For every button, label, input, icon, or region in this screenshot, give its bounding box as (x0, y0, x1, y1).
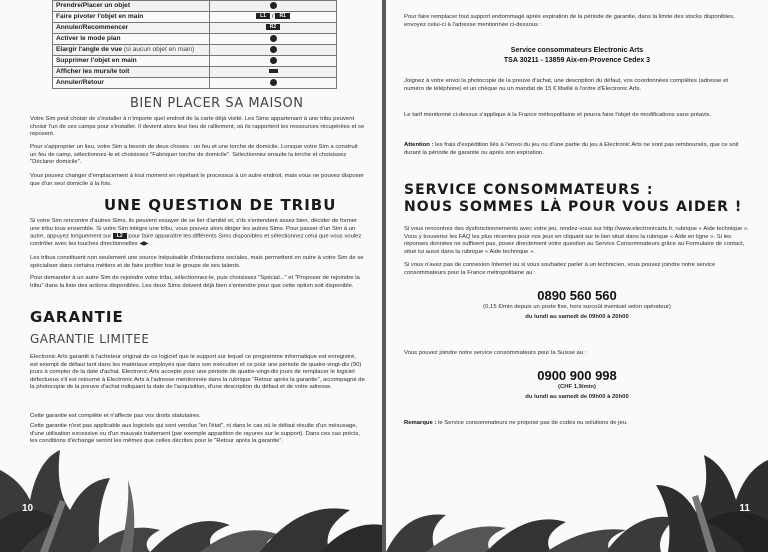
paragraph: Vous pouvez joindre notre service consommateurs pour la Suisse au : (404, 350, 587, 356)
paragraph: Cette garantie n'est pas applicable aux logiciels qui sont vendus "en l'état", ni dans le cas où le défaut résulte d'un mésusage, d'une utilisation excessive ou d'un mauvais traitement (par exemple apparition de rayures sur le support). Dans ces cas précis, les conditions d'échange seront les mêmes que celles décrites pour le "Retour après la garantie". (30, 423, 360, 445)
control-button (210, 78, 337, 89)
paragraph-text: pour faire apparaître les différents Sims disponibles et sélectionnez celui que vous voulez contrôler avec les touches directionnelles (30, 233, 362, 248)
control-button (210, 34, 337, 45)
paragraph: Joignez à votre envoi la photocopie de la preuve d'achat, une description du défaut, vos coordonnées complètes (adresse et numéro de téléphone) et un chèque ou un mandat de 15 € libellé à l'ordre d'Electronic Arts. (404, 78, 729, 92)
paragraph-remarque (404, 420, 749, 428)
foliage-illustration (386, 440, 768, 552)
attention-label: Attention : (404, 142, 434, 148)
paragraph: Le tarif mentionné ci-dessus s'applique à la France métropolitaine et pourra faire l'objet de modifications sans préavis. (404, 112, 712, 118)
control-action: Elargir l'angle de vue (56, 46, 123, 53)
control-label (53, 23, 210, 34)
address-line: Service consommateurs Electronic Arts (510, 47, 644, 54)
paragraph: Si vous rencontrez des dysfonctionnements avec votre jeu, rendez-vous sur http://www.electronicarts.fr, rubrique « Aide technique ». Vous y trouverez les FAQ les plus récentes pour nos jeux en cliquant sur le lien situé dans la rubrique « Aide en ligne ». Si les réponses données ne suffisent pas, posez directement votre question au Service Consommateurs grâce au Formulaire de contact, situé lui aussi dans la rubrique « Aide technique ». (404, 226, 749, 255)
paragraph-tribu: Si votre Sim rencontre d'autres Sims, ils peuvent essayer de se lier d'amitié et, s'ils s'entendent assez bien, décider de former une tribu tous ensemble. Si votre Sim intègre une tribu, vous pouvez alors diriger les autres Sims. Pour passer d'un Sim à un autre, appuyez longuement sur L2 pour faire apparaître les différents Sims disponibles et sélectionnez celui que vous voulez contrôler avec les touches directionnelles ◀▶. (30, 218, 362, 248)
paragraph: Votre Sim peut choisir de s'installer à n'importe quel endroit de la carte déjà visité. Les Sims appartenant à une tribu peuvent choisir l'un de ces camps pour s'installer. Il devient alors leur lieu de ralliement, où ils rapportent les ressources récupérées et se reposent. (30, 116, 365, 138)
circle-button-icon (270, 79, 277, 86)
control-action: Activer le mode plan (56, 35, 121, 42)
address-block (386, 46, 768, 66)
controls-row (53, 34, 337, 45)
circle-button-icon (270, 35, 277, 42)
control-label (53, 56, 210, 67)
controls-table (52, 0, 337, 89)
l2-button-icon: L2 (113, 233, 127, 239)
select-button-icon (269, 69, 278, 73)
page-number: 11 (739, 503, 750, 514)
circle-button-icon (270, 2, 277, 9)
control-button (210, 23, 337, 34)
controls-row (53, 78, 337, 89)
heading-line: SERVICE CONSOMMATEURS : (404, 182, 654, 198)
control-label (53, 78, 210, 89)
paragraph: Cette garantie est complète et n'affecte pas vos droits statutaires. (30, 413, 201, 419)
paragraph: Si vous n'avez pas de connexion Internet ou si vous souhaitez parler à un technicien, vous pouvez joindre notre service consommateurs pour la France métropolitaine au : (404, 262, 716, 276)
arrows-icon: ◀▶ (139, 241, 149, 248)
left-page (0, 0, 382, 552)
paragraph: Pour demander à un autre Sim de rejoindre votre tribu, sélectionnez-le, puis choisissez "Spécial..." et "Proposer de rejoindre la tribu" dans la liste des actions disponibles. Les deux Sims doivent déjà bien s'entendre pour que cette option soit disponible. (30, 275, 360, 289)
controls-row (53, 23, 337, 34)
control-label (53, 1, 210, 12)
control-action: Supprimer l'objet en main (56, 57, 137, 64)
controls-row (53, 56, 337, 67)
phone-suisse-hours: du lundi au samedi de 09h00 à 20h00 (525, 394, 629, 400)
right-page (386, 0, 768, 552)
heading-garantie: GARANTIE (30, 308, 124, 326)
controls-row (53, 1, 337, 12)
control-action: Annuler/Retour (56, 79, 104, 86)
heading-service (404, 182, 742, 216)
control-label (53, 45, 210, 56)
paragraph: Pour s'approprier un lieu, votre Sim a besoin de deux choses : un feu et une torche de domicile. Lorsque votre Sim a construit un feu de camp, sélectionnez-le et choisissez "Fabriquer torche de domicile". Sélectionnez ensuite la torche et choisissez "Déclarer domicile". (30, 144, 358, 166)
r2-button-icon: R2 (266, 24, 280, 30)
control-action: Prendre/Placer un objet (56, 2, 131, 9)
paragraph-attention (404, 142, 749, 157)
paragraph: Electronic Arts garantit à l'acheteur original de ce logiciel que le support sur lequel ce programme informatique est enregistré, est exempt de défaut tant dans les matériaux employés que dans son exécution et ce pour une période de quatre-vingt-dix (90) jours à compter de la date d'achat. Electronic Arts accepte pour une période de quatre-vingt-dix jours de remplacer le logiciel défectueux s'il est retourné à Electronic Arts à l'adresse mentionnée dans la rubrique "Retour après la garantie", accompagné de la photocopie de la preuve d'achat indiquant la date de l'acquisition, d'une description du défaut et de votre adresse. (30, 354, 365, 391)
remarque-label: Remarque : (404, 420, 437, 426)
control-label (53, 34, 210, 45)
control-action: Annuler/Recommencer (56, 24, 129, 31)
phone-france-hours: du lundi au samedi de 09h00 à 20h00 (525, 314, 629, 320)
paragraph-text: le Service consommateurs ne propose pas de codes ou solutions de jeu. (438, 420, 628, 426)
paragraph: Les tribus constituent non seulement une source inépuisable d'interactions sociales, mais permettent en outre à votre Sim de se spécialiser dans certains métiers et de faire profiter tout le groupe de ses talents. (30, 255, 364, 269)
circle-button-icon (270, 57, 277, 64)
control-hint: (si aucun objet en main) (123, 46, 195, 53)
phone-france-note: (0,15 €/min depuis un poste fixe, hors surcoût éventuel selon opérateur) (483, 304, 671, 310)
phone-suisse-note: (CHF 1,9/min) (558, 384, 596, 390)
heading-tribu: UNE QUESTION DE TRIBU (104, 196, 337, 214)
phone-suisse: 0900 900 998 (537, 368, 617, 383)
paragraph-text: Si votre Sim rencontre d'autres Sims, ils peuvent essayer de se lier d'amitié et, s'ils s'entendent assez bien, décider de former une tribu tous ensemble. Si votre Sim intègre une tribu, vous pouvez alors diriger les autres Sims. Pour passer d'un Sim à un autre, appuyez longuement sur (30, 218, 357, 240)
control-action: Faire pivoter l'objet en main (56, 13, 144, 20)
control-label (53, 67, 210, 78)
circle-button-icon (270, 46, 277, 53)
heading-line: NOUS SOMMES LÀ POUR VOUS AIDER ! (404, 199, 743, 215)
control-label (53, 12, 210, 23)
phone-france: 0890 560 560 (537, 288, 617, 303)
controls-row (53, 45, 337, 56)
paragraph: Vous pouvez changer d'emplacement à tout moment en répétant le processus à un autre endroit, mais vous ne pouvez disposer que d'un seul domicile à la fois. (30, 173, 364, 187)
l1-button-icon: L1 (256, 13, 270, 19)
foliage-illustration (0, 440, 382, 552)
r1-button-icon: R1 (275, 13, 289, 19)
heading-garantie-limitee: GARANTIE LIMITEE (30, 332, 150, 346)
controls-row (53, 12, 337, 23)
address-line: TSA 30211 - 13859 Aix-en-Provence Cedex 3 (503, 57, 651, 64)
control-button (210, 56, 337, 67)
control-button (210, 1, 337, 12)
paragraph-text: les frais d'expédition liés à l'envoi du jeu ou d'une partie du jeu à Electronic Arts ne sont pas remboursés, que ce soit durant la période de garantie ou après son expiration. (404, 142, 739, 156)
control-button: L1 / R1 (210, 12, 337, 23)
control-action: Afficher les murs/le toit (56, 68, 130, 75)
paragraph: Pour faire remplacer tout support endommagé après expiration de la période de garantie, dans la limite des stocks disponibles, envoyez celui-ci à l'adresse mentionnée ci-dessous : (404, 14, 735, 28)
control-button (210, 45, 337, 56)
heading-bien-placer: BIEN PLACER SA MAISON (130, 96, 304, 111)
control-button (210, 67, 337, 78)
page-number: 10 (22, 503, 34, 514)
controls-row (53, 67, 337, 78)
